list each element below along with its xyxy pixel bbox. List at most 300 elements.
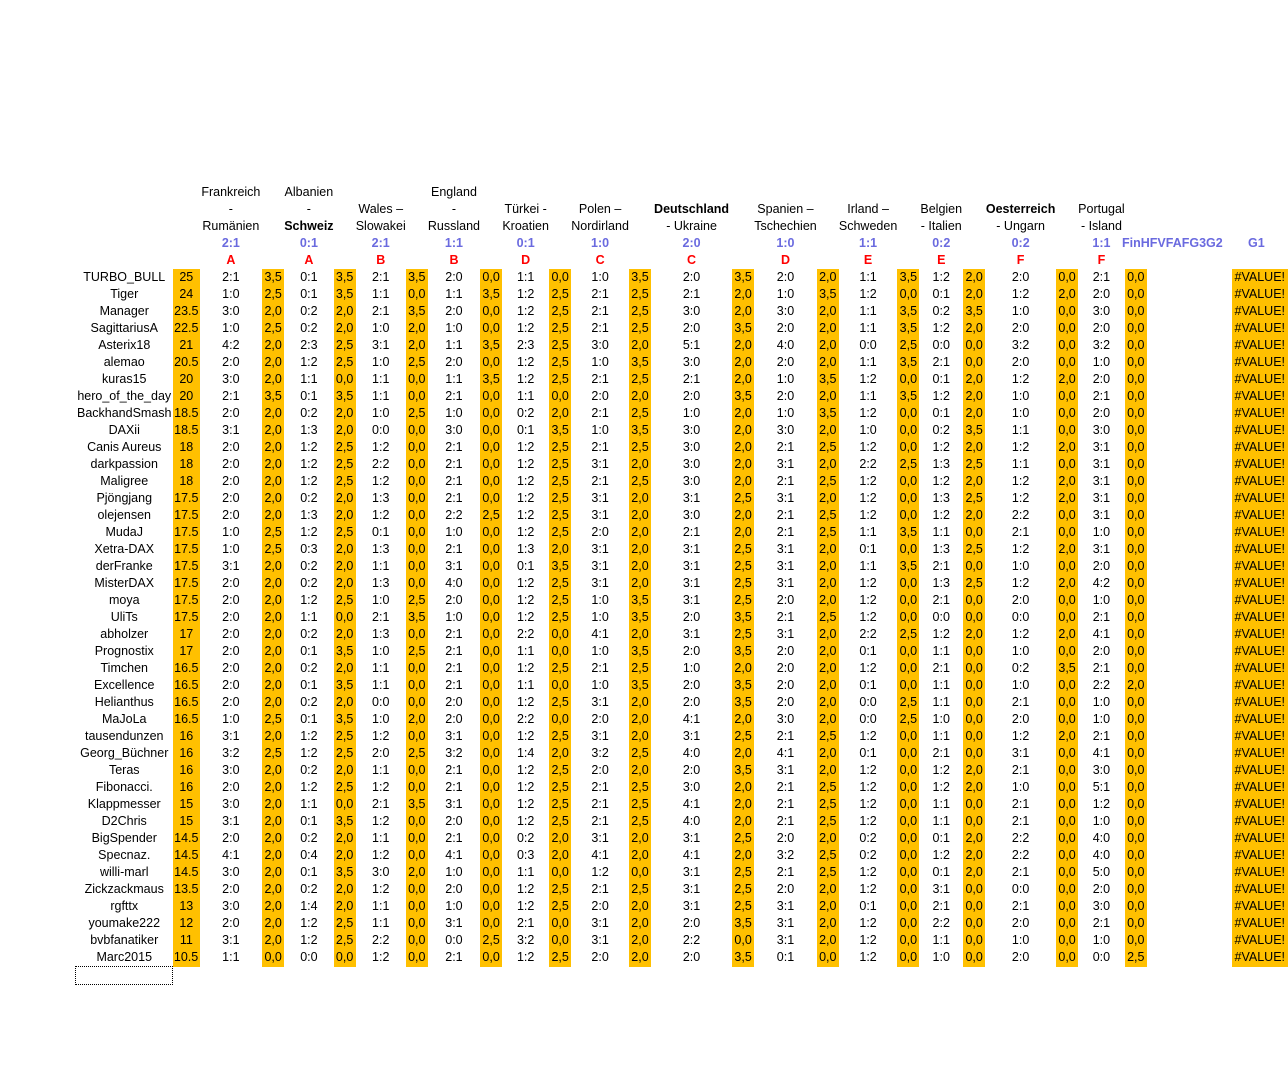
prediction-cell[interactable]: 2:0 — [682, 389, 701, 403]
match-header-cell[interactable]: Portugal — [1078, 202, 1125, 216]
points-cell[interactable]: 0,0 — [897, 949, 919, 967]
value-error-cell[interactable]: #VALUE! — [1232, 473, 1287, 490]
prediction-cell[interactable]: 2:1 — [591, 797, 609, 811]
player-name-cell[interactable]: Canis Aureus — [87, 440, 162, 454]
prediction-cell[interactable]: 0:0 — [372, 695, 390, 709]
points-cell[interactable]: 3,5 — [963, 422, 985, 439]
points-cell[interactable]: 0,0 — [1125, 762, 1147, 779]
points-cell[interactable]: 2,0 — [732, 473, 754, 490]
prediction-cell[interactable]: 3:1 — [1092, 491, 1111, 505]
prediction-cell[interactable]: 0:2 — [932, 423, 950, 437]
prediction-cell[interactable]: 2:0 — [445, 270, 463, 284]
points-cell[interactable]: 3,5 — [334, 388, 356, 405]
prediction-cell[interactable]: 1:1 — [445, 287, 463, 301]
prediction-cell[interactable]: 1:0 — [776, 372, 795, 386]
group-letter-cell[interactable]: C — [595, 253, 605, 267]
points-cell[interactable]: 2,5 — [732, 830, 754, 847]
points-cell[interactable]: 0,0 — [897, 405, 919, 422]
points-cell[interactable]: 2,0 — [629, 388, 651, 405]
points-cell[interactable]: 0,0 — [480, 388, 502, 405]
value-error-cell[interactable]: #VALUE! — [1232, 320, 1287, 337]
points-cell[interactable]: 3,5 — [334, 711, 356, 728]
points-cell[interactable]: 0,0 — [549, 677, 571, 694]
points-cell[interactable]: 2,0 — [817, 932, 839, 949]
player-name-cell[interactable]: abholzer — [100, 627, 149, 641]
points-cell[interactable]: 0,0 — [406, 660, 428, 677]
points-cell[interactable]: 2,0 — [732, 303, 754, 320]
prediction-cell[interactable]: 2:1 — [1011, 797, 1030, 811]
prediction-cell[interactable]: 2:2 — [445, 508, 463, 522]
prediction-cell[interactable]: 1:2 — [1011, 474, 1030, 488]
group-letter-cell[interactable]: D — [780, 253, 790, 267]
points-cell[interactable]: 0,0 — [1056, 643, 1078, 660]
prediction-cell[interactable]: 3:1 — [222, 933, 240, 947]
player-name-cell[interactable]: Teras — [108, 763, 140, 777]
points-cell[interactable]: 2,0 — [817, 711, 839, 728]
points-cell[interactable]: 0,0 — [963, 898, 985, 915]
prediction-cell[interactable]: 1:1 — [859, 304, 877, 318]
prediction-cell[interactable]: 2:0 — [682, 916, 701, 930]
prediction-cell[interactable]: 2:1 — [591, 780, 609, 794]
points-cell[interactable]: 2,0 — [963, 507, 985, 524]
match-header-cell[interactable] — [651, 184, 732, 201]
points-cell[interactable]: 2,5 — [817, 779, 839, 796]
prediction-cell[interactable]: 2:1 — [591, 814, 609, 828]
points-cell[interactable]: 2,5 — [629, 371, 651, 388]
points-cell[interactable]: 2,0 — [817, 677, 839, 694]
prediction-cell[interactable]: 1:0 — [1011, 559, 1030, 573]
prediction-cell[interactable]: 0:1 — [300, 814, 318, 828]
points-cell[interactable]: 2,5 — [549, 728, 571, 745]
prediction-cell[interactable]: 2:0 — [776, 270, 795, 284]
points-cell[interactable]: 2,0 — [817, 575, 839, 592]
points-cell[interactable]: 3,5 — [732, 949, 754, 967]
prediction-cell[interactable]: 3:0 — [776, 712, 795, 726]
points-cell[interactable]: 0,0 — [406, 371, 428, 388]
points-cell[interactable]: 0,0 — [549, 626, 571, 643]
points-cell[interactable]: 2,0 — [262, 558, 284, 575]
prediction-cell[interactable]: 2:1 — [591, 440, 609, 454]
prediction-cell[interactable]: 3:1 — [776, 933, 795, 947]
prediction-cell[interactable]: 1:2 — [1011, 372, 1030, 386]
points-cell[interactable]: 2,5 — [406, 354, 428, 371]
prediction-cell[interactable]: 1:0 — [1092, 525, 1111, 539]
points-cell[interactable]: 0,0 — [549, 388, 571, 405]
prediction-cell[interactable]: 0:1 — [932, 287, 950, 301]
match-header-cell[interactable]: Schweden — [838, 219, 898, 233]
prediction-cell[interactable]: 4:1 — [591, 848, 609, 862]
prediction-cell[interactable]: 2:1 — [445, 831, 463, 845]
points-cell[interactable]: 2,0 — [1056, 439, 1078, 456]
prediction-cell[interactable]: 2:1 — [932, 746, 950, 760]
value-error-cell[interactable]: #VALUE! — [1232, 558, 1287, 575]
prediction-cell[interactable]: 0:1 — [932, 831, 950, 845]
points-cell[interactable]: 2,0 — [963, 286, 985, 303]
points-cell[interactable]: 0,0 — [480, 745, 502, 762]
points-cell[interactable]: 2,5 — [549, 337, 571, 354]
prediction-cell[interactable]: 3:1 — [682, 831, 701, 845]
prediction-cell[interactable]: 2:3 — [300, 338, 318, 352]
player-name-cell[interactable]: Helianthus — [94, 695, 154, 709]
points-cell[interactable]: 2,5 — [629, 745, 651, 762]
points-cell[interactable]: 3,5 — [817, 371, 839, 388]
points-cell[interactable]: 2,5 — [262, 524, 284, 541]
points-cell[interactable]: 2,0 — [262, 626, 284, 643]
prediction-cell[interactable]: 2:1 — [1092, 610, 1111, 624]
total-points-cell[interactable]: 17.5 — [174, 525, 199, 539]
prediction-cell[interactable]: 0:2 — [300, 831, 318, 845]
points-cell[interactable]: 0,0 — [1056, 796, 1078, 813]
points-cell[interactable]: 0,0 — [480, 422, 502, 439]
total-points-cell[interactable]: 17.5 — [174, 559, 199, 573]
points-cell[interactable]: 0,0 — [1056, 949, 1078, 967]
points-cell[interactable]: 0,0 — [1056, 677, 1078, 694]
points-cell[interactable]: 0,0 — [480, 677, 502, 694]
value-error-cell[interactable]: #VALUE! — [1232, 524, 1287, 541]
prediction-cell[interactable]: 1:2 — [859, 287, 877, 301]
points-cell[interactable]: 2,0 — [629, 507, 651, 524]
prediction-cell[interactable]: 1:2 — [932, 389, 950, 403]
match-header-cell[interactable] — [754, 184, 817, 201]
points-cell[interactable]: 0,0 — [480, 949, 502, 967]
points-cell[interactable]: 2,0 — [262, 830, 284, 847]
prediction-cell[interactable]: 1:1 — [445, 372, 463, 386]
prediction-cell[interactable]: 3:1 — [682, 865, 701, 879]
prediction-cell[interactable]: 1:1 — [372, 916, 390, 930]
prediction-cell[interactable]: 3:1 — [776, 899, 795, 913]
points-cell[interactable]: 2,0 — [732, 660, 754, 677]
match-header-cell[interactable]: Nordirland — [571, 219, 629, 233]
prediction-cell[interactable]: 1:1 — [859, 559, 877, 573]
points-cell[interactable]: 0,0 — [1125, 609, 1147, 626]
value-error-cell[interactable]: #VALUE! — [1232, 779, 1287, 796]
points-cell[interactable]: 2,0 — [817, 388, 839, 405]
points-cell[interactable]: 0,0 — [480, 847, 502, 864]
prediction-cell[interactable]: 1:0 — [372, 712, 390, 726]
match-result-cell[interactable]: 0:2 — [1011, 236, 1030, 250]
prediction-cell[interactable]: 0:1 — [776, 950, 795, 965]
prediction-cell[interactable]: 2:0 — [682, 763, 701, 777]
points-cell[interactable]: 2,0 — [549, 541, 571, 558]
total-points-cell[interactable]: 17.5 — [174, 491, 199, 505]
prediction-cell[interactable]: 3:1 — [591, 831, 609, 845]
prediction-cell[interactable]: 2:0 — [1011, 712, 1030, 726]
prediction-cell[interactable]: 3:1 — [682, 899, 701, 913]
points-cell[interactable]: 0,0 — [963, 694, 985, 711]
total-points-cell[interactable]: 22.5 — [174, 321, 199, 335]
points-cell[interactable]: 0,0 — [406, 575, 428, 592]
points-cell[interactable]: 2,5 — [549, 898, 571, 915]
prediction-cell[interactable]: 2:2 — [1092, 678, 1111, 692]
points-cell[interactable]: 2,0 — [262, 490, 284, 507]
prediction-cell[interactable]: 2:0 — [222, 831, 240, 845]
points-cell[interactable]: 3,5 — [897, 354, 919, 371]
points-cell[interactable]: 0,0 — [549, 864, 571, 881]
points-cell[interactable]: 2,0 — [262, 813, 284, 830]
points-cell[interactable]: 2,0 — [262, 422, 284, 439]
prediction-cell[interactable]: 2:1 — [372, 797, 390, 811]
match-header-cell[interactable]: Wales – — [358, 202, 404, 216]
prediction-cell[interactable]: 0:1 — [300, 389, 318, 403]
points-cell[interactable]: 2,5 — [897, 456, 919, 473]
value-error-cell[interactable]: #VALUE! — [1232, 388, 1287, 405]
player-name-cell[interactable]: Fibonacci. — [95, 780, 153, 794]
prediction-cell[interactable]: 1:2 — [1011, 287, 1030, 301]
points-cell[interactable]: 0,0 — [897, 609, 919, 626]
prediction-cell[interactable]: 3:0 — [682, 440, 701, 454]
prediction-cell[interactable]: 1:2 — [859, 814, 877, 828]
prediction-cell[interactable]: 1:2 — [516, 695, 535, 709]
points-cell[interactable]: 0,0 — [480, 728, 502, 745]
points-cell[interactable]: 3,5 — [732, 269, 754, 286]
prediction-cell[interactable]: 3:1 — [445, 916, 463, 930]
points-cell[interactable]: 3,5 — [732, 915, 754, 932]
prediction-cell[interactable]: 3:1 — [776, 559, 795, 573]
points-cell[interactable]: 2,5 — [549, 881, 571, 898]
prediction-cell[interactable]: 1:0 — [445, 406, 463, 420]
prediction-cell[interactable]: 2:1 — [776, 780, 795, 794]
points-cell[interactable]: 2,0 — [817, 456, 839, 473]
prediction-cell[interactable]: 1:2 — [372, 882, 390, 896]
prediction-cell[interactable]: 1:2 — [859, 508, 877, 522]
points-cell[interactable]: 2,0 — [817, 592, 839, 609]
points-cell[interactable]: 0,0 — [897, 490, 919, 507]
points-cell[interactable]: 0,0 — [1125, 456, 1147, 473]
points-cell[interactable]: 2,0 — [262, 881, 284, 898]
prediction-cell[interactable]: 1:2 — [372, 814, 390, 828]
points-cell[interactable]: 2,5 — [549, 473, 571, 490]
prediction-cell[interactable]: 0:1 — [859, 644, 877, 658]
points-cell[interactable]: 2,5 — [817, 796, 839, 813]
prediction-cell[interactable]: 0:2 — [300, 321, 318, 335]
prediction-cell[interactable]: 1:0 — [222, 542, 240, 556]
prediction-cell[interactable]: 1:2 — [516, 491, 535, 505]
prediction-cell[interactable]: 1:0 — [682, 406, 701, 420]
match-header-cell[interactable]: Kroatien — [502, 219, 549, 233]
points-cell[interactable]: 2,5 — [549, 320, 571, 337]
prediction-cell[interactable]: 1:2 — [1011, 440, 1030, 454]
match-header-cell[interactable]: Oesterreich — [985, 202, 1056, 216]
points-cell[interactable]: 0,0 — [897, 881, 919, 898]
points-cell[interactable]: 2,5 — [334, 728, 356, 745]
prediction-cell[interactable]: 1:2 — [516, 457, 535, 471]
prediction-cell[interactable]: 2:1 — [591, 661, 609, 675]
player-name-cell[interactable]: Zickzackmaus — [84, 882, 164, 896]
prediction-cell[interactable]: 2:0 — [682, 644, 701, 658]
points-cell[interactable]: 0,0 — [1125, 524, 1147, 541]
points-cell[interactable]: 0,0 — [897, 507, 919, 524]
total-points-cell[interactable]: 10.5 — [173, 949, 200, 967]
prediction-cell[interactable]: 1:0 — [1092, 712, 1111, 726]
total-points-cell[interactable]: 16.5 — [174, 678, 199, 692]
points-cell[interactable]: 2,5 — [817, 439, 839, 456]
prediction-cell[interactable]: 3:1 — [682, 491, 701, 505]
points-cell[interactable]: 2,0 — [262, 762, 284, 779]
prediction-cell[interactable]: 2:0 — [222, 406, 240, 420]
points-cell[interactable]: 2,5 — [334, 439, 356, 456]
prediction-cell[interactable]: 3:1 — [591, 729, 609, 743]
prediction-cell[interactable]: 1:2 — [300, 474, 318, 488]
points-cell[interactable]: 2,0 — [732, 507, 754, 524]
points-cell[interactable]: 2,0 — [817, 762, 839, 779]
match-result-cell[interactable]: 2:1 — [221, 236, 240, 250]
prediction-cell[interactable]: 1:3 — [372, 491, 390, 505]
prediction-cell[interactable]: 2:1 — [516, 916, 535, 930]
player-name-cell[interactable]: darkpassion — [90, 457, 158, 471]
points-cell[interactable]: 2,5 — [629, 779, 651, 796]
points-cell[interactable]: 3,5 — [732, 388, 754, 405]
points-cell[interactable]: 2,0 — [817, 660, 839, 677]
prediction-cell[interactable]: 1:0 — [222, 287, 240, 301]
prediction-cell[interactable]: 1:2 — [1011, 627, 1030, 641]
prediction-cell[interactable]: 3:0 — [591, 338, 609, 352]
prediction-cell[interactable]: 1:2 — [516, 576, 535, 590]
points-cell[interactable]: 0,0 — [1125, 728, 1147, 745]
value-error-cell[interactable]: #VALUE! — [1232, 728, 1287, 745]
points-cell[interactable]: 2,5 — [549, 439, 571, 456]
prediction-cell[interactable]: 2:0 — [776, 644, 795, 658]
prediction-cell[interactable]: 1:2 — [859, 882, 877, 896]
points-cell[interactable]: 0,0 — [1056, 609, 1078, 626]
prediction-cell[interactable]: 3:1 — [372, 338, 390, 352]
total-points-cell[interactable]: 16 — [173, 762, 200, 779]
points-cell[interactable]: 0,0 — [963, 881, 985, 898]
points-cell[interactable]: 2,5 — [963, 490, 985, 507]
points-cell[interactable]: 0,0 — [963, 745, 985, 762]
prediction-cell[interactable]: 0:1 — [300, 712, 318, 726]
points-cell[interactable]: 0,0 — [1056, 881, 1078, 898]
prediction-cell[interactable]: 1:2 — [300, 780, 318, 794]
points-cell[interactable]: 0,0 — [1125, 660, 1147, 677]
prediction-cell[interactable]: 4:0 — [1092, 831, 1111, 845]
prediction-cell[interactable]: 0:0 — [1011, 610, 1030, 624]
total-points-cell[interactable]: 15 — [173, 796, 200, 813]
value-error-cell[interactable]: #VALUE! — [1232, 507, 1287, 524]
points-cell[interactable]: 3,5 — [334, 813, 356, 830]
match-header-cell[interactable]: - Ukraine — [666, 219, 717, 233]
total-points-cell[interactable]: 18.5 — [174, 423, 199, 437]
prediction-cell[interactable]: 1:2 — [372, 729, 390, 743]
prediction-cell[interactable]: 2:0 — [682, 678, 701, 692]
total-points-cell[interactable]: 17.5 — [174, 610, 199, 624]
player-name-cell[interactable]: SagittariusA — [90, 321, 158, 335]
prediction-cell[interactable]: 0:3 — [516, 848, 535, 862]
points-cell[interactable]: 2,5 — [629, 303, 651, 320]
points-cell[interactable]: 0,0 — [480, 881, 502, 898]
points-cell[interactable]: 0,0 — [1056, 388, 1078, 405]
prediction-cell[interactable]: 1:1 — [300, 797, 318, 811]
prediction-cell[interactable]: 5:1 — [1092, 780, 1111, 794]
prediction-cell[interactable]: 1:1 — [859, 321, 877, 335]
prediction-cell[interactable]: 2:1 — [776, 525, 795, 539]
points-cell[interactable]: 0,0 — [334, 949, 356, 967]
points-cell[interactable]: 3,5 — [262, 388, 284, 405]
prediction-cell[interactable]: 2:1 — [372, 270, 390, 284]
prediction-cell[interactable]: 2:0 — [776, 593, 795, 607]
points-cell[interactable]: 2,0 — [549, 830, 571, 847]
points-cell[interactable]: 2,0 — [262, 796, 284, 813]
prediction-cell[interactable]: 2:0 — [776, 321, 795, 335]
prediction-cell[interactable]: 1:2 — [932, 474, 950, 488]
points-cell[interactable]: 0,0 — [480, 915, 502, 932]
match-header-cell[interactable]: - Island — [1080, 219, 1122, 233]
points-cell[interactable]: 2,0 — [406, 711, 428, 728]
points-cell[interactable]: 2,0 — [629, 932, 651, 949]
points-cell[interactable]: 0,0 — [406, 524, 428, 541]
prediction-cell[interactable]: 0:1 — [859, 678, 877, 692]
points-cell[interactable]: 0,0 — [1125, 932, 1147, 949]
prediction-cell[interactable]: 3:0 — [445, 423, 463, 437]
total-points-cell[interactable]: 17 — [173, 643, 200, 660]
points-cell[interactable]: 2,5 — [732, 898, 754, 915]
points-cell[interactable]: 2,0 — [1056, 728, 1078, 745]
points-cell[interactable]: 2,5 — [732, 575, 754, 592]
prediction-cell[interactable]: 1:2 — [372, 508, 390, 522]
points-cell[interactable]: 2,5 — [817, 507, 839, 524]
prediction-cell[interactable]: 2:3 — [516, 338, 535, 352]
points-cell[interactable]: 0,0 — [406, 388, 428, 405]
points-cell[interactable]: 2,5 — [732, 626, 754, 643]
prediction-cell[interactable]: 3:0 — [222, 797, 240, 811]
points-cell[interactable]: 0,0 — [1056, 592, 1078, 609]
group-letter-cell[interactable]: B — [376, 253, 386, 267]
points-cell[interactable]: 0,0 — [262, 949, 284, 967]
points-cell[interactable]: 0,0 — [1056, 830, 1078, 847]
points-cell[interactable]: 0,0 — [1125, 439, 1147, 456]
prediction-cell[interactable]: 3:1 — [682, 593, 701, 607]
match-header-cell[interactable]: - Ungarn — [996, 219, 1045, 233]
prediction-cell[interactable]: 3:1 — [222, 559, 240, 573]
total-points-cell[interactable]: 17 — [173, 626, 200, 643]
points-cell[interactable]: 2,0 — [817, 915, 839, 932]
prediction-cell[interactable]: 2:0 — [222, 491, 240, 505]
player-name-cell[interactable]: Xetra-DAX — [94, 542, 155, 556]
prediction-cell[interactable]: 2:0 — [776, 661, 795, 675]
player-name-cell[interactable]: Prognostix — [94, 644, 154, 658]
prediction-cell[interactable]: 2:0 — [222, 916, 240, 930]
match-header-cell[interactable]: Türkei - — [504, 202, 547, 216]
points-cell[interactable]: 0,0 — [897, 762, 919, 779]
total-points-cell[interactable]: 18 — [173, 473, 200, 490]
points-cell[interactable]: 2,0 — [629, 711, 651, 728]
points-cell[interactable]: 0,0 — [406, 286, 428, 303]
prediction-cell[interactable]: 2:1 — [445, 763, 463, 777]
prediction-cell[interactable]: 1:1 — [372, 287, 390, 301]
points-cell[interactable]: 2,0 — [817, 558, 839, 575]
player-name-cell[interactable]: Klappmesser — [87, 797, 161, 811]
points-cell[interactable]: 2,5 — [732, 558, 754, 575]
points-cell[interactable]: 0,0 — [406, 694, 428, 711]
points-cell[interactable]: 2,0 — [262, 898, 284, 915]
prediction-cell[interactable]: 1:2 — [859, 865, 877, 879]
points-cell[interactable]: 2,0 — [963, 626, 985, 643]
points-cell[interactable]: 2,0 — [963, 779, 985, 796]
prediction-cell[interactable]: 1:2 — [516, 763, 535, 777]
points-cell[interactable]: 3,5 — [406, 269, 428, 286]
prediction-cell[interactable]: 2:1 — [1011, 899, 1030, 913]
prediction-cell[interactable]: 2:1 — [445, 627, 463, 641]
match-header-cell[interactable] — [919, 184, 963, 201]
value-error-cell[interactable]: #VALUE! — [1232, 354, 1287, 371]
prediction-cell[interactable]: 2:2 — [516, 627, 535, 641]
points-cell[interactable]: 2,0 — [963, 320, 985, 337]
points-cell[interactable]: 2,5 — [549, 796, 571, 813]
points-cell[interactable]: 3,5 — [963, 303, 985, 320]
points-cell[interactable]: 2,0 — [732, 711, 754, 728]
points-cell[interactable]: 0,0 — [897, 286, 919, 303]
prediction-cell[interactable]: 4:0 — [682, 746, 701, 760]
total-header-cell[interactable] — [173, 218, 200, 235]
